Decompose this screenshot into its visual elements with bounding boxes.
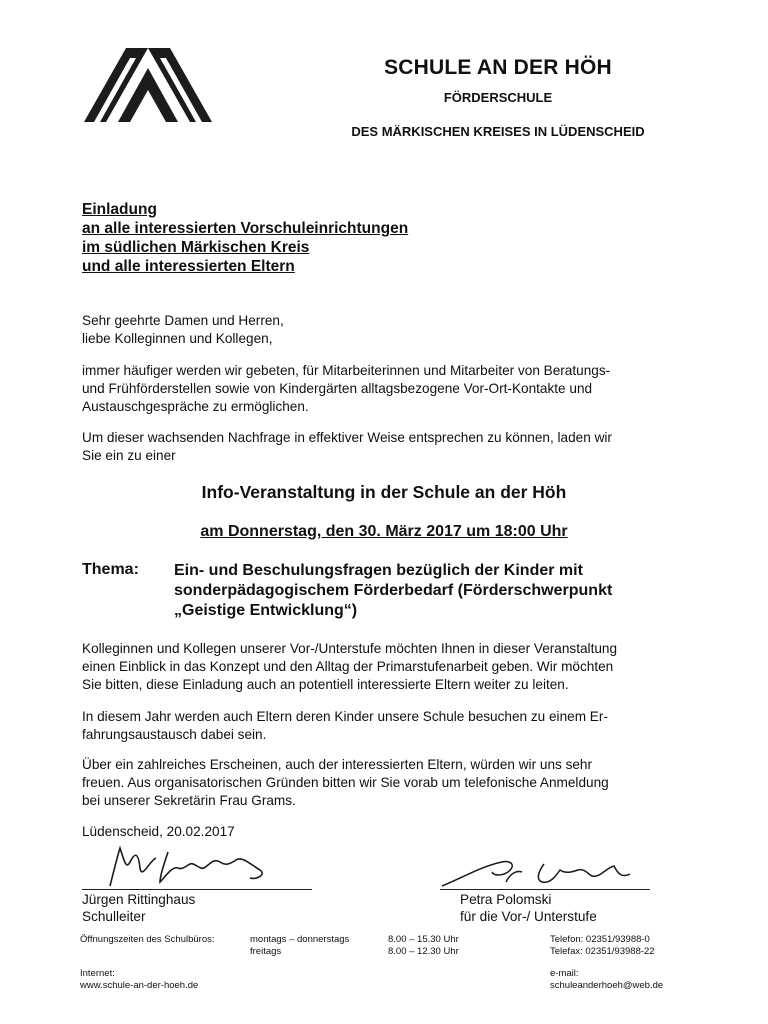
invitation-line: an alle interessierten Vorschuleinrichtungen [82,220,409,237]
office-days-line: montags – donnerstags [250,934,350,945]
salutation-line: Sehr geehrte Damen und Herren, [82,313,284,328]
office-time-line: 8.00 – 15.30 Uhr [388,934,459,945]
paragraph-registration [82,756,702,810]
school-logo-icon [84,48,212,122]
office-days [250,934,349,958]
signer-right [460,891,597,925]
text-line: bei unserer Sekretärin Frau Grams. [82,793,296,808]
school-district: DES MÄRKISCHEN KREISES IN LÜDENSCHEID [351,124,645,139]
fax-number: Telefax: 02351/93988-22 [550,946,655,957]
contact-phone-fax [550,934,655,958]
signer-left-role: Schulleiter [82,909,146,924]
office-hours-label: Öffnungszeiten des Schulbüros: [80,934,215,945]
text-line: freuen. Aus organisatorischen Gründen bitten wir Sie vorab um telefonische Anmeldung [82,775,609,790]
text-line: einen Einblick in das Konzept und den Alltag der Primarstufenarbeit geben. Wir möchten [82,659,614,674]
signer-left [82,891,195,925]
signature-right-icon [432,848,662,890]
text-line: In diesem Jahr werden auch Eltern deren Kinder unsere Schule besuchen zu einem Er- [82,709,608,724]
signer-right-name: Petra Polomski [460,892,552,907]
text-line: Über ein zahlreiches Erscheinen, auch der interessierten Eltern, würden wir uns sehr [82,757,593,772]
text-line: Kolleginnen und Kollegen unserer Vor-/Unterstufe möchten Ihnen in dieser Veranstaltung [82,641,618,656]
event-date [0,523,768,541]
place-date: Lüdenscheid, 20.02.2017 [82,824,235,839]
event-date-text: am Donnerstag, den 30. März 2017 um 18:00 Uhr [200,523,568,540]
thema-line: Ein- und Beschulungsfragen bezüglich der Kinder mit [174,562,583,579]
invitation-line: und alle interessierten Eltern [82,258,295,275]
event-title: Info-Veranstaltung in der Schule an der Höh [201,482,567,502]
paragraph-insight [82,640,702,694]
paragraph-parents [82,708,702,744]
invitation-line: im südlichen Märkischen Kreis [82,239,310,256]
internet-block [80,968,198,992]
text-line: immer häufiger werden wir gebeten, für Mitarbeiterinnen und Mitarbeiter von Beratungs- [82,363,611,378]
internet-label: Internet: [80,968,115,979]
office-times [388,934,459,958]
salutation-line: liebe Kolleginnen und Kollegen, [82,331,273,346]
thema-line: sonderpädagogischem Förderbedarf (Förderschwerpunkt [174,582,613,599]
text-line: fahrungsaustausch dabei sein. [82,727,267,742]
text-line: Sie ein zu einer [82,448,176,463]
school-name: SCHULE AN DER HÖH [384,56,612,79]
thema-line: „Geistige Entwicklung“) [174,602,358,619]
school-subtitle: FÖRDERSCHULE [443,90,553,105]
email-link[interactable]: schuleanderhoeh@web.de [550,980,664,991]
email-label: e-mail: [550,968,579,979]
salutation [82,312,702,348]
signature-line-left [82,889,312,890]
thema-text [174,561,694,621]
signer-right-role: für die Vor-/ Unterstufe [460,909,597,924]
text-line: und Frühförderstellen sowie von Kindergärten alltagsbezogene Vor-Ort-Kontakte und [82,381,593,396]
signature-line-right [440,889,650,890]
text-line: Um dieser wachsenden Nachfrage in effektiver Weise entsprechen zu können, laden wir [82,430,612,445]
text-line: Austauschgespräche zu ermöglichen. [82,399,309,414]
office-time-line: 8.00 – 12.30 Uhr [388,946,459,957]
signature-left-icon [90,840,320,890]
text-line: Sie bitten, diese Einladung auch an potentiell interessierte Eltern weiter zu leiten. [82,677,569,692]
email-block [550,968,663,992]
paragraph-invitation [82,429,702,465]
internet-link[interactable]: www.schule-an-der-hoeh.de [80,980,199,991]
office-days-line: freitags [250,946,282,957]
thema-label: Thema: [82,561,139,578]
signer-left-name: Jürgen Rittinghaus [82,892,196,907]
phone-number: Telefon: 02351/93988-0 [550,934,650,945]
invitation-heading [82,200,408,276]
paragraph-request [82,362,702,416]
invitation-line: Einladung [82,201,157,218]
